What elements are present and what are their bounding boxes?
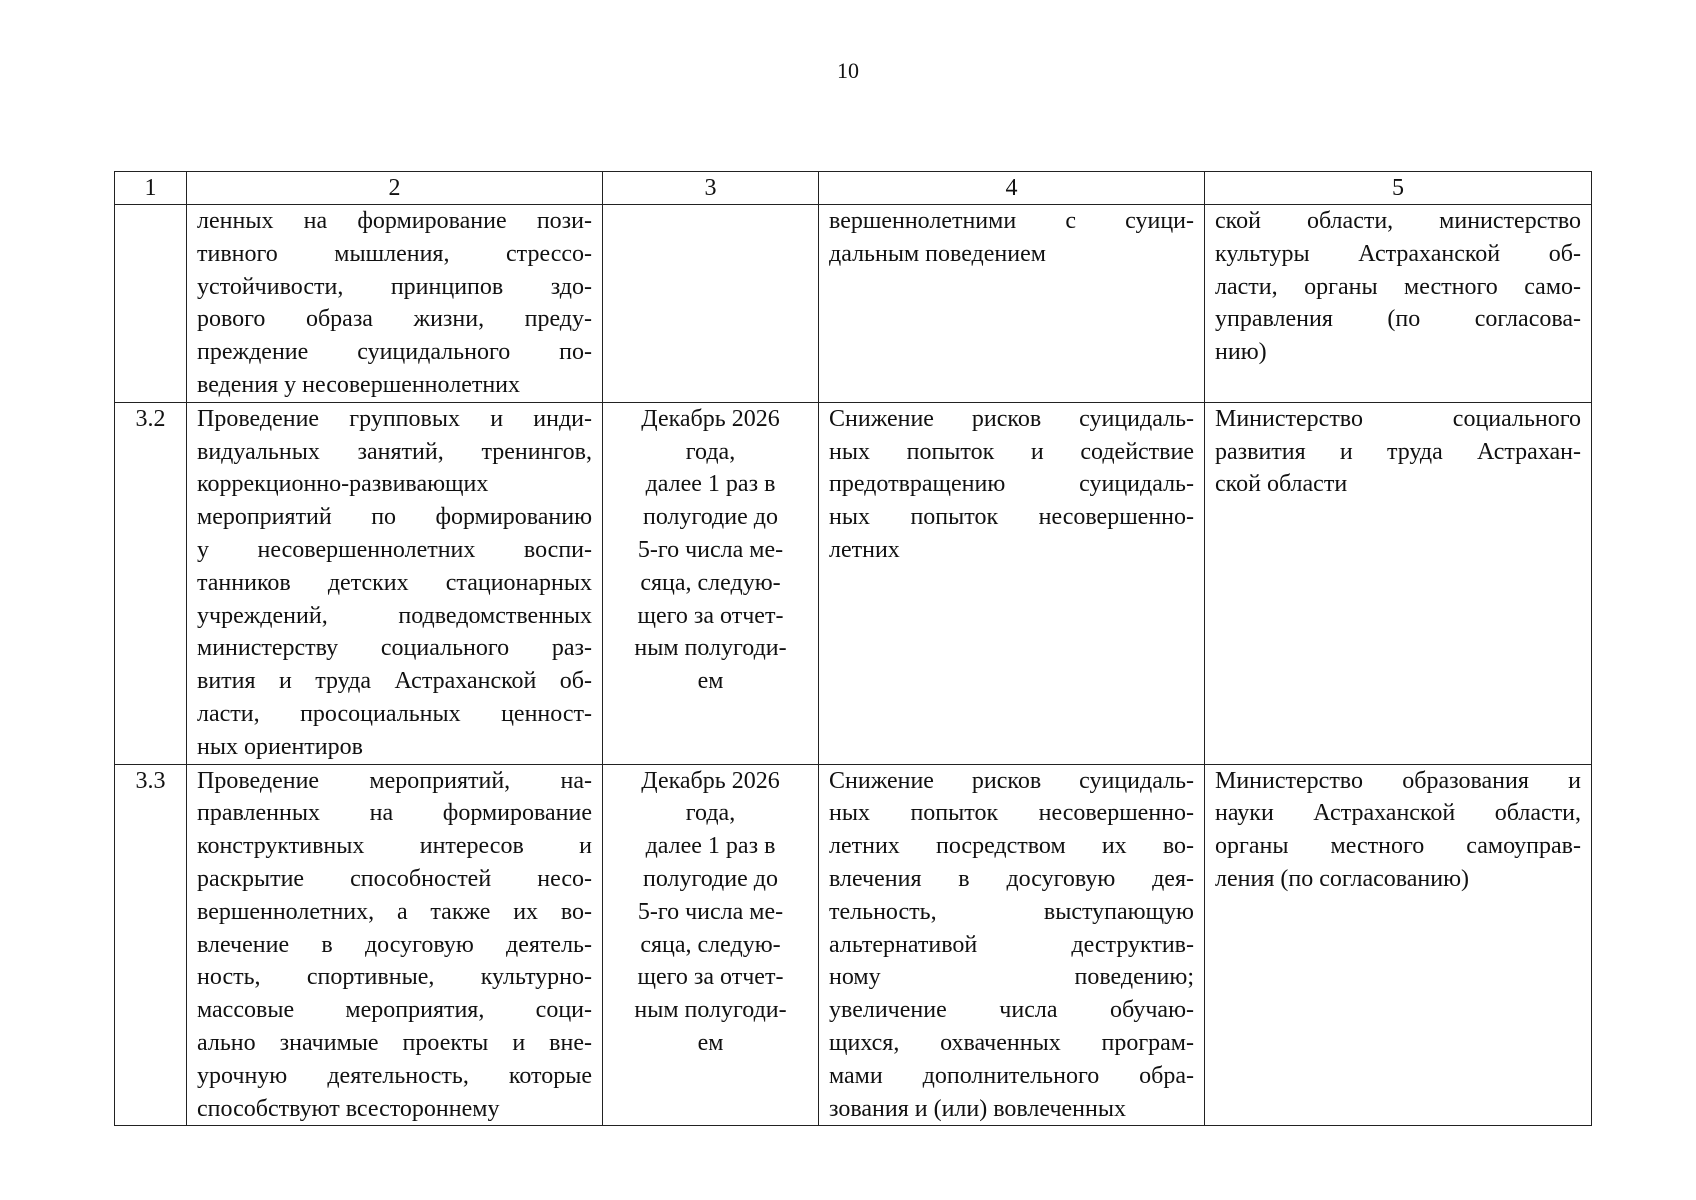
cell-text-line: полугодие до [643, 865, 778, 892]
item-number: 3.2 [115, 402, 187, 764]
column-header-3: 3 [603, 172, 819, 205]
cell-text-line: влечения в досуговую дея- [829, 865, 1194, 892]
cell-text-line: ных попыток и содействие [829, 438, 1194, 465]
responsible-cell [1205, 205, 1592, 403]
cell-text-line: ем [697, 1029, 724, 1056]
cell-text-line: ленных на формирование пози- [197, 208, 592, 234]
cell-text-line: Декабрь 2026 [641, 405, 780, 432]
cell-text-line: устойчивости, принципов здо- [197, 273, 592, 300]
item-number [115, 205, 187, 403]
cell-text-line: ных ориентиров [197, 733, 363, 760]
cell-text-line: сяца, следую- [640, 931, 781, 958]
cell-text-line: танников детских стационарных [197, 569, 592, 596]
cell-text-line: ным полугоди- [634, 997, 787, 1024]
cell-text-line: массовые мероприятия, соци- [197, 997, 592, 1024]
cell-text-line: летних [829, 536, 900, 563]
cell-text-line: Министерство образования и [1215, 767, 1581, 794]
cell-text-line: учреждений, подведомственных [197, 602, 592, 629]
cell-text-line: ведения у несовершеннолетних [197, 371, 521, 398]
action-plan-table [114, 171, 1592, 1126]
activity-cell [187, 205, 603, 403]
page-number: 10 [837, 58, 859, 83]
cell-text-line: ально значимые проекты и вне- [197, 1029, 592, 1056]
cell-text-line: нию) [1215, 339, 1267, 366]
responsible-cell [1205, 764, 1592, 1126]
cell-text-line: Декабрь 2026 [641, 767, 780, 794]
cell-text-line: ления (по согласованию) [1215, 865, 1470, 892]
activity-cell [187, 764, 603, 1126]
cell-text-line: Снижение рисков суицидаль- [829, 767, 1194, 794]
result-cell [819, 764, 1205, 1126]
cell-text-line: ласти, органы местного само- [1215, 273, 1581, 300]
column-header-2: 2 [187, 172, 603, 205]
cell-text-line: зования и (или) вовлеченных [829, 1095, 1126, 1122]
column-header-5: 5 [1205, 172, 1592, 205]
cell-text-line: увеличение числа обучаю- [829, 997, 1194, 1024]
cell-text-line: далее 1 раз в [645, 833, 776, 860]
table-row-3-2 [115, 402, 1592, 764]
cell-text-line: сяца, следую- [640, 569, 781, 596]
responsible-cell [1205, 402, 1592, 764]
cell-text-line: щихся, охваченных програм- [829, 1029, 1194, 1056]
cell-text-line: развития и труда Астрахан- [1215, 438, 1581, 465]
cell-text-line: 5-го числа ме- [637, 536, 784, 563]
cell-text-line: вершеннолетними с суици- [829, 208, 1194, 234]
cell-text-line: щего за отчет- [637, 964, 784, 991]
cell-text-line: тивного мышления, стрессо- [197, 240, 592, 267]
cell-text-line: предотвращению суицидаль- [829, 471, 1194, 498]
cell-text-line: науки Астраханской области, [1215, 800, 1581, 827]
cell-text-line: 5-го числа ме- [637, 898, 784, 925]
table-row-continued [115, 205, 1592, 403]
result-cell [819, 402, 1205, 764]
cell-text-line: ных попыток несовершенно- [829, 800, 1194, 827]
cell-text-line: ской области, министерство [1215, 208, 1581, 234]
cell-text-line: у несовершеннолетних воспи- [197, 536, 592, 563]
column-header-4: 4 [819, 172, 1205, 205]
table-header-row [115, 172, 1592, 205]
cell-text-line: далее 1 раз в [645, 471, 776, 498]
activity-cell [187, 402, 603, 764]
cell-text-line: ность, спортивные, культурно- [197, 964, 592, 991]
cell-text-line: мами дополнительного обра- [829, 1062, 1194, 1089]
cell-text-line: полугодие до [643, 504, 778, 531]
cell-text-line: Проведение групповых и инди- [197, 405, 592, 432]
cell-text-line: Министерство социального [1215, 405, 1581, 432]
cell-text-line: влечение в досуговую деятель- [197, 931, 592, 958]
table-row-3-3 [115, 764, 1592, 1126]
cell-text-line: преждение суицидального по- [197, 339, 592, 366]
cell-text-line: ем [697, 668, 724, 695]
cell-text-line: щего за отчет- [637, 602, 784, 629]
cell-text-line: ному поведению; [829, 964, 1194, 991]
cell-text-line: ласти, просоциальных ценност- [197, 700, 592, 727]
cell-text-line: коррекционно-развивающих [197, 471, 489, 498]
cell-text-line: ской области [1215, 471, 1348, 498]
cell-text-line: вершеннолетних, а также их во- [197, 898, 592, 925]
cell-text-line: управления (по согласова- [1215, 306, 1581, 333]
cell-text-line: вития и труда Астраханской об- [197, 668, 592, 695]
deadline-cell [603, 205, 819, 403]
cell-text-line: года, [685, 438, 736, 465]
result-cell [819, 205, 1205, 403]
cell-text-line: года, [685, 800, 736, 827]
deadline-cell [603, 402, 819, 764]
column-header-1: 1 [115, 172, 187, 205]
cell-text-line: альтернативой деструктив- [829, 931, 1194, 958]
item-number: 3.3 [115, 764, 187, 1126]
cell-text-line: тельность, выступающую [829, 898, 1194, 925]
cell-text-line: ным полугоди- [634, 635, 787, 662]
cell-text-line: Проведение мероприятий, на- [197, 767, 592, 794]
cell-text-line: конструктивных интересов и [197, 833, 592, 860]
cell-text-line: раскрытие способностей несо- [197, 865, 592, 892]
cell-text-line: мероприятий по формированию [197, 504, 592, 531]
cell-text-line: урочную деятельность, которые [197, 1062, 592, 1089]
cell-text-line: дальным поведением [829, 240, 1046, 267]
cell-text-line: правленных на формирование [197, 800, 592, 827]
cell-text-line: Снижение рисков суицидаль- [829, 405, 1194, 432]
cell-text-line: способствуют всестороннему [197, 1095, 500, 1122]
cell-text-line: летних посредством их во- [829, 833, 1194, 860]
cell-text-line: культуры Астраханской об- [1215, 240, 1581, 267]
cell-text-line: министерству социального раз- [197, 635, 592, 662]
cell-text-line: рового образа жизни, преду- [197, 306, 592, 333]
cell-text-line: видуальных занятий, тренингов, [197, 438, 592, 465]
deadline-cell [603, 764, 819, 1126]
cell-text-line: ных попыток несовершенно- [829, 504, 1194, 531]
cell-text-line: органы местного самоуправ- [1215, 833, 1581, 860]
